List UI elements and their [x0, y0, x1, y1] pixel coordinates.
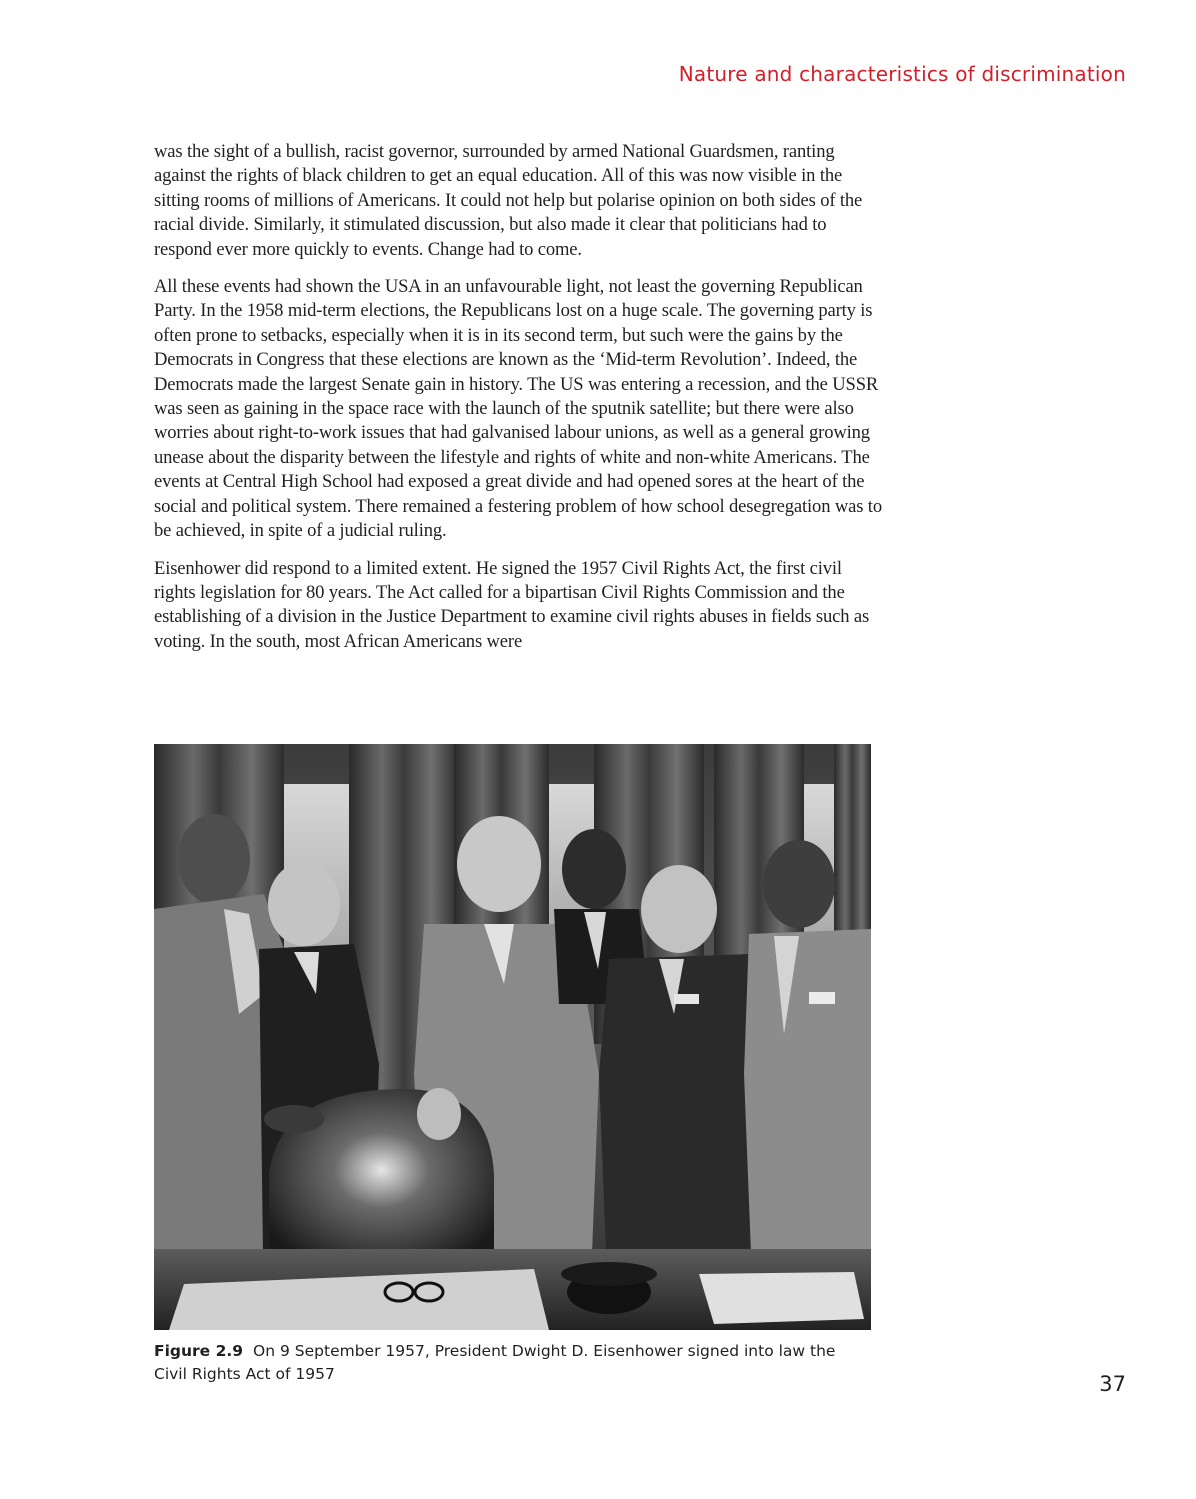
paragraph: All these events had shown the USA in an unfavourable light, not least the governing Republican Party. In the 1958 mid-term elections, the Republicans lost on a huge scale. The governing party is often prone to setbacks, especially when it is in its second term, but such were the gains by the Democrats in Congress that these elections are known as the ‘Mid-term Revolution’. Indeed, the Democrats made the largest Senate gain in history. The US was entering a recession, and the USSR was seen as gaining in the space race with the launch of the sputnik satellite; but there were also worries about right-to-work issues that had galvanised labour unions, as well as a general growing unease about the disparity between the lifestyle and rights of white and non-white Americans. The events at Central High School had exposed a great divide and had opened sores at the heart of the social and political system. There remained a festering problem of how school desegregation was to be achieved, in spite of a judicial ruling. — [154, 276, 882, 542]
figure-photo — [154, 744, 871, 1330]
figure-caption — [154, 1340, 854, 1386]
running-head: Nature and characteristics of discrimination — [678, 62, 1126, 86]
page-number: 37 — [1099, 1372, 1126, 1396]
photo-illustration — [154, 744, 871, 1330]
body-text — [154, 140, 884, 667]
paragraph: Eisenhower did respond to a limited extent. He signed the 1957 Civil Rights Act, the first civil rights legislation for 80 years. The Act called for a bipartisan Civil Rights Commission and the establishing of a division in the Justice Department to examine civil rights abuses in fields such as voting. In the south, most African Americans were — [154, 557, 870, 652]
figure-caption-text: On 9 September 1957, President Dwight D. Eisenhower signed into law the Civil Rights Act of 1957 — [154, 1342, 836, 1383]
paragraph: was the sight of a bullish, racist governor, surrounded by armed National Guardsmen, ranting against the rights of black children to get an equal education. All of this was now visible in the sitting rooms of millions of Americans. It could not help but polarise opinion on both sides of the racial divide. Similarly, it stimulated discussion, but also made it clear that politicians had to respond ever more quickly to events. Change had to come. — [154, 141, 863, 260]
figure-label: Figure 2.9 — [154, 1342, 244, 1360]
